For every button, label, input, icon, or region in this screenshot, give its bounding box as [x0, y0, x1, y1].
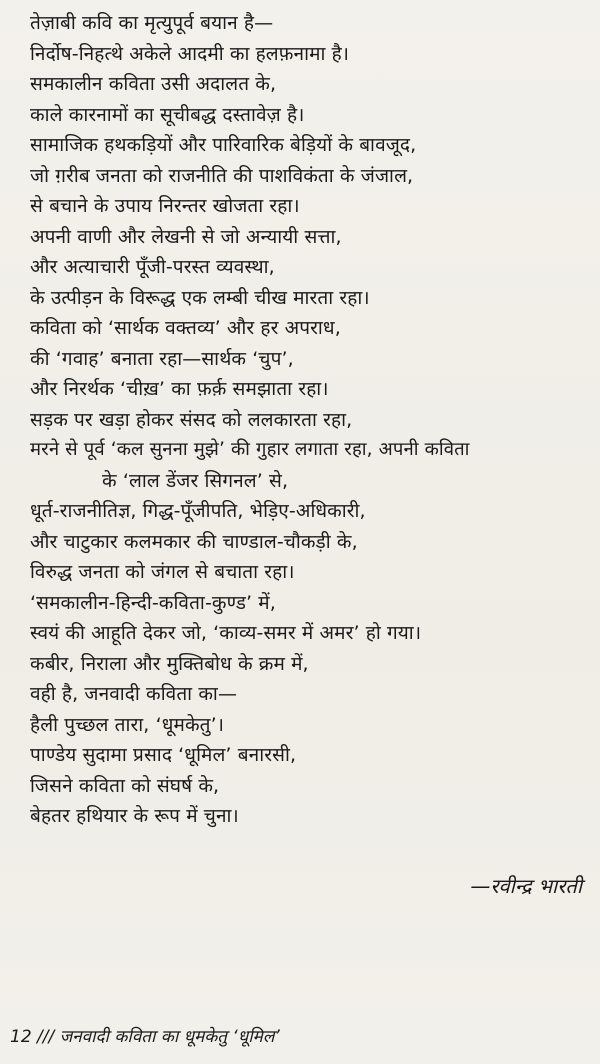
poem-attribution: —रवीन्द्र भारती [470, 874, 582, 898]
poem-line: अपनी वाणी और लेखनी से जो अन्यायी सत्ता, [30, 225, 342, 248]
poem-line: जो ग़रीब जनता को राजनीति की पाशविकंता के जंजाल, [30, 164, 414, 187]
poem-body [30, 8, 590, 832]
poem-line: तेज़ाबी कवि का मृत्युपूर्व बयान है— [30, 12, 274, 34]
poem-line: समकालीन कविता उसी अदालत के, [30, 73, 277, 95]
poem-line: धूर्त-राजनीतिज्ञ, गिद्ध-पूँजीपति, भेड़िए-अधिकारी, [30, 500, 366, 522]
poem-line: वही है, जनवादी कविता का— [30, 683, 238, 705]
poem-line: मरने से पूर्व ‘कल सुनना मुझे’ की गुहार लगाता रहा, अपनी कविता [30, 439, 470, 460]
poem-line: ‘समकालीन-हिन्दी-कविता-कुण्ड’ में, [30, 591, 276, 614]
poem-line: और अत्याचारी पूँजी-परस्त व्यवस्था, [30, 256, 275, 278]
poem-line: और निरर्थक ‘चीख़’ का फ़र्क़ समझाता रहा। [30, 378, 329, 400]
poem-line: हैली पुच्छल तारा, ‘धूमकेतु’। [30, 713, 225, 736]
poem-line: और चाटुकार कलमकार की चाण्डाल-चौकड़ी के, [30, 530, 358, 553]
poem-line: के ‘लाल डेंजर सिगनल’ से, [102, 469, 289, 492]
poem-line: से बचाने के उपाय निरन्तर खोजता रहा। [30, 195, 300, 217]
poem-line: की ‘गवाह’ बनाता रहा—सार्थक ‘चुप’, [30, 347, 294, 370]
poem-line: विरुद्ध जनता को जंगल से बचाता रहा। [30, 561, 295, 583]
poem-line: सामाजिक हथकड़ियों और पारिवारिक बेड़ियों के बावजूद, [30, 134, 417, 156]
page-footer: 12 /// जनवादी कविता का धूमकेतु ‘धूमिल’ [10, 1027, 280, 1047]
poem-line: स्वयं की आहूति देकर जो, ‘काव्य-समर में अमर’ हो गया। [30, 622, 422, 644]
poem-line: निर्दोष-निहत्थे अकेले आदमी का हलफ़नामा है। [30, 42, 350, 65]
poem-line: काले कारनामों का सूचीबद्ध दस्तावेज़ है। [30, 103, 305, 126]
poem-line: कबीर, निराला और मुक्तिबोध के क्रम में, [30, 652, 309, 675]
poem-line: सड़क पर खड़ा होकर संसद को ललकारता रहा, [30, 408, 353, 431]
poem-line: बेहतर हथियार के रूप में चुना। [30, 805, 239, 827]
poem-line: के उत्पीड़न के विरूद्ध एक लम्बी चीख मारता रहा। [30, 286, 370, 309]
poem-line: जिसने कविता को संघर्ष के, [30, 774, 220, 797]
poem-line: पाण्डेय सुदामा प्रसाद ‘धूमिल’ बनारसी, [30, 744, 297, 766]
poem-line: कविता को ‘सार्थक वक्तव्य’ और हर अपराध, [30, 317, 341, 339]
